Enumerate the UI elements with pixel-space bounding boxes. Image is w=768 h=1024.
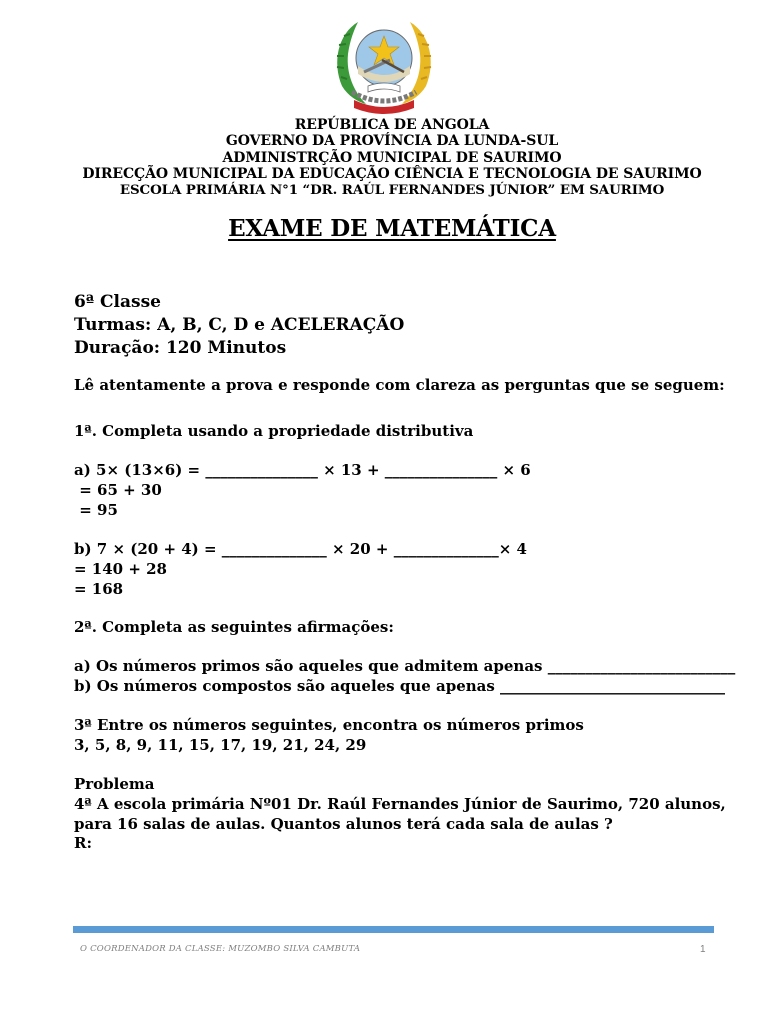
question-1a-step: = 65 + 30 — [74, 481, 162, 499]
instruction-text: Lê atentamente a prova e responde com clareza as perguntas que se seguem: — [74, 376, 725, 394]
question-2a-line: a) Os números primos são aqueles que admitem apenas _________________________ — [74, 657, 736, 675]
question-4-line2: para 16 salas de aulas. Quantos alunos terá cada sala de aulas ? — [74, 815, 613, 833]
administration-line: ADMINISTRÇÃO MUNICIPAL DE SAURIMO — [222, 149, 562, 166]
question-2b-line: b) Os números compostos são aqueles que apenas ______________________________ — [74, 677, 726, 695]
question-2-heading: 2ª. Completa as seguintes afirmações: — [74, 618, 394, 636]
problem-label: Problema — [74, 775, 155, 793]
answer-label: R: — [74, 834, 93, 852]
question-3-numbers: 3, 5, 8, 9, 11, 15, 17, 19, 21, 24, 29 — [74, 736, 367, 754]
class-label: 6ª Classe — [74, 292, 161, 312]
groups-label: Turmas: A, B, C, D e ACELERAÇÃO — [74, 314, 405, 335]
page-number: 1 — [700, 944, 706, 955]
school-line: ESCOLA PRIMÁRIA N°1 “DR. RAÚL FERNANDES JÚNIOR” EM SAURIMO — [119, 182, 665, 199]
footer-divider — [73, 926, 714, 933]
question-3-heading: 3ª Entre os números seguintes, encontra os números primos — [74, 716, 584, 734]
question-1a-line: a) 5× (13×6) = _______________ × 13 + _______________ × 6 — [74, 461, 531, 479]
question-1-heading: 1ª. Completa usando a propriedade distributiva — [74, 422, 474, 440]
footer-coordinator: O COORDENADOR DA CLASSE: MUZOMBO SILVA CAMBUTA — [80, 944, 361, 954]
exam-title: EXAME DE MATEMÁTICA — [228, 215, 556, 242]
question-1b-line: b) 7 × (20 + 4) = ______________ × 20 + ______________× 4 — [74, 540, 527, 558]
exam-title-wrapper — [0, 215, 768, 242]
angola-coat-of-arms-icon — [328, 14, 440, 114]
exam-info — [74, 291, 404, 359]
question-1b-step: = 140 + 28 — [74, 560, 167, 578]
question-4-line1: 4ª A escola primária Nº01 Dr. Raúl Fernandes Júnior de Saurimo, 720 alunos, — [74, 795, 726, 813]
province-line: GOVERNO DA PROVÍNCIA DA LUNDA-SUL — [225, 133, 559, 150]
duration-label: Duração: 120 Minutos — [74, 337, 287, 358]
republic-line: REPÚBLICA DE ANGOLA — [294, 117, 490, 133]
question-1a-result: = 95 — [74, 501, 118, 519]
letterhead — [0, 117, 768, 198]
directorate-line: DIRECÇÃO MUNICIPAL DA EDUCAÇÃO CIÊNCIA E TECNOLOGIA DE SAURIMO — [82, 165, 702, 182]
question-1b-result: = 168 — [74, 580, 124, 598]
